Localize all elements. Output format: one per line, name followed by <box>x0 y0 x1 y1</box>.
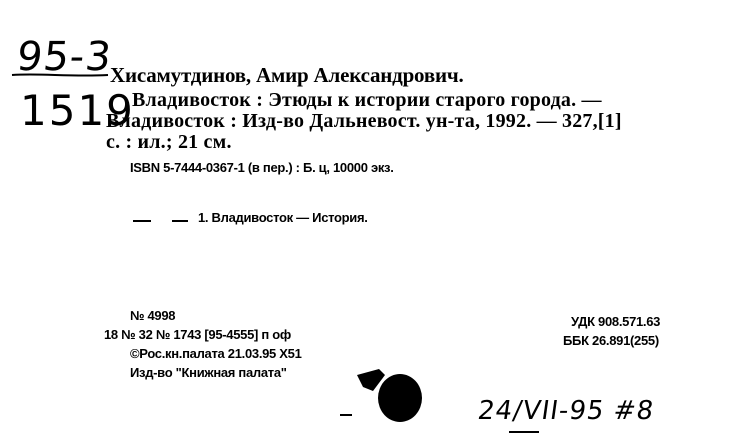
author-name: Хисамутдинов, Амир Александрович. <box>110 63 464 87</box>
handwritten-shelf-number-bottom: 1519 <box>20 86 135 135</box>
ink-dash-mark <box>340 414 352 416</box>
subject-dash-icon <box>133 220 151 222</box>
handwritten-roman-numeral-underline <box>505 402 545 436</box>
handwritten-shelf-number-top: 95-3 <box>14 34 115 80</box>
ink-stamp-icon <box>355 365 425 425</box>
handwritten-underline <box>10 72 110 78</box>
registry-copyright: ©Рос.кн.палата 21.03.95 Х51 <box>130 346 302 361</box>
title-line-3: с. : ил.; 21 см. <box>106 131 232 153</box>
bbk-code: ББК 26.891(255) <box>563 333 659 348</box>
isbn-line: ISBN 5-7444-0367-1 (в пер.) : Б. ц, 10000 экз. <box>130 160 394 175</box>
udc-code: УДК 908.571.63 <box>571 314 661 329</box>
record-number: № 4998 <box>130 308 176 323</box>
handwritten-date: 24/VII-95 #8 <box>475 396 657 426</box>
title-line-1: Владивосток : Этюды к истории старого города. — <box>132 89 602 111</box>
subject-dash-icon <box>172 220 188 222</box>
title-line-2: Владивосток : Изд-во Дальневост. ун-та, 1992. — 327,[1] <box>106 110 622 132</box>
publisher-line: Изд-во "Книжная палата" <box>130 365 287 380</box>
registry-line: 18 № 32 № 1743 [95-4555] п оф <box>104 327 291 342</box>
subject-heading: 1. Владивосток — История. <box>198 210 368 225</box>
